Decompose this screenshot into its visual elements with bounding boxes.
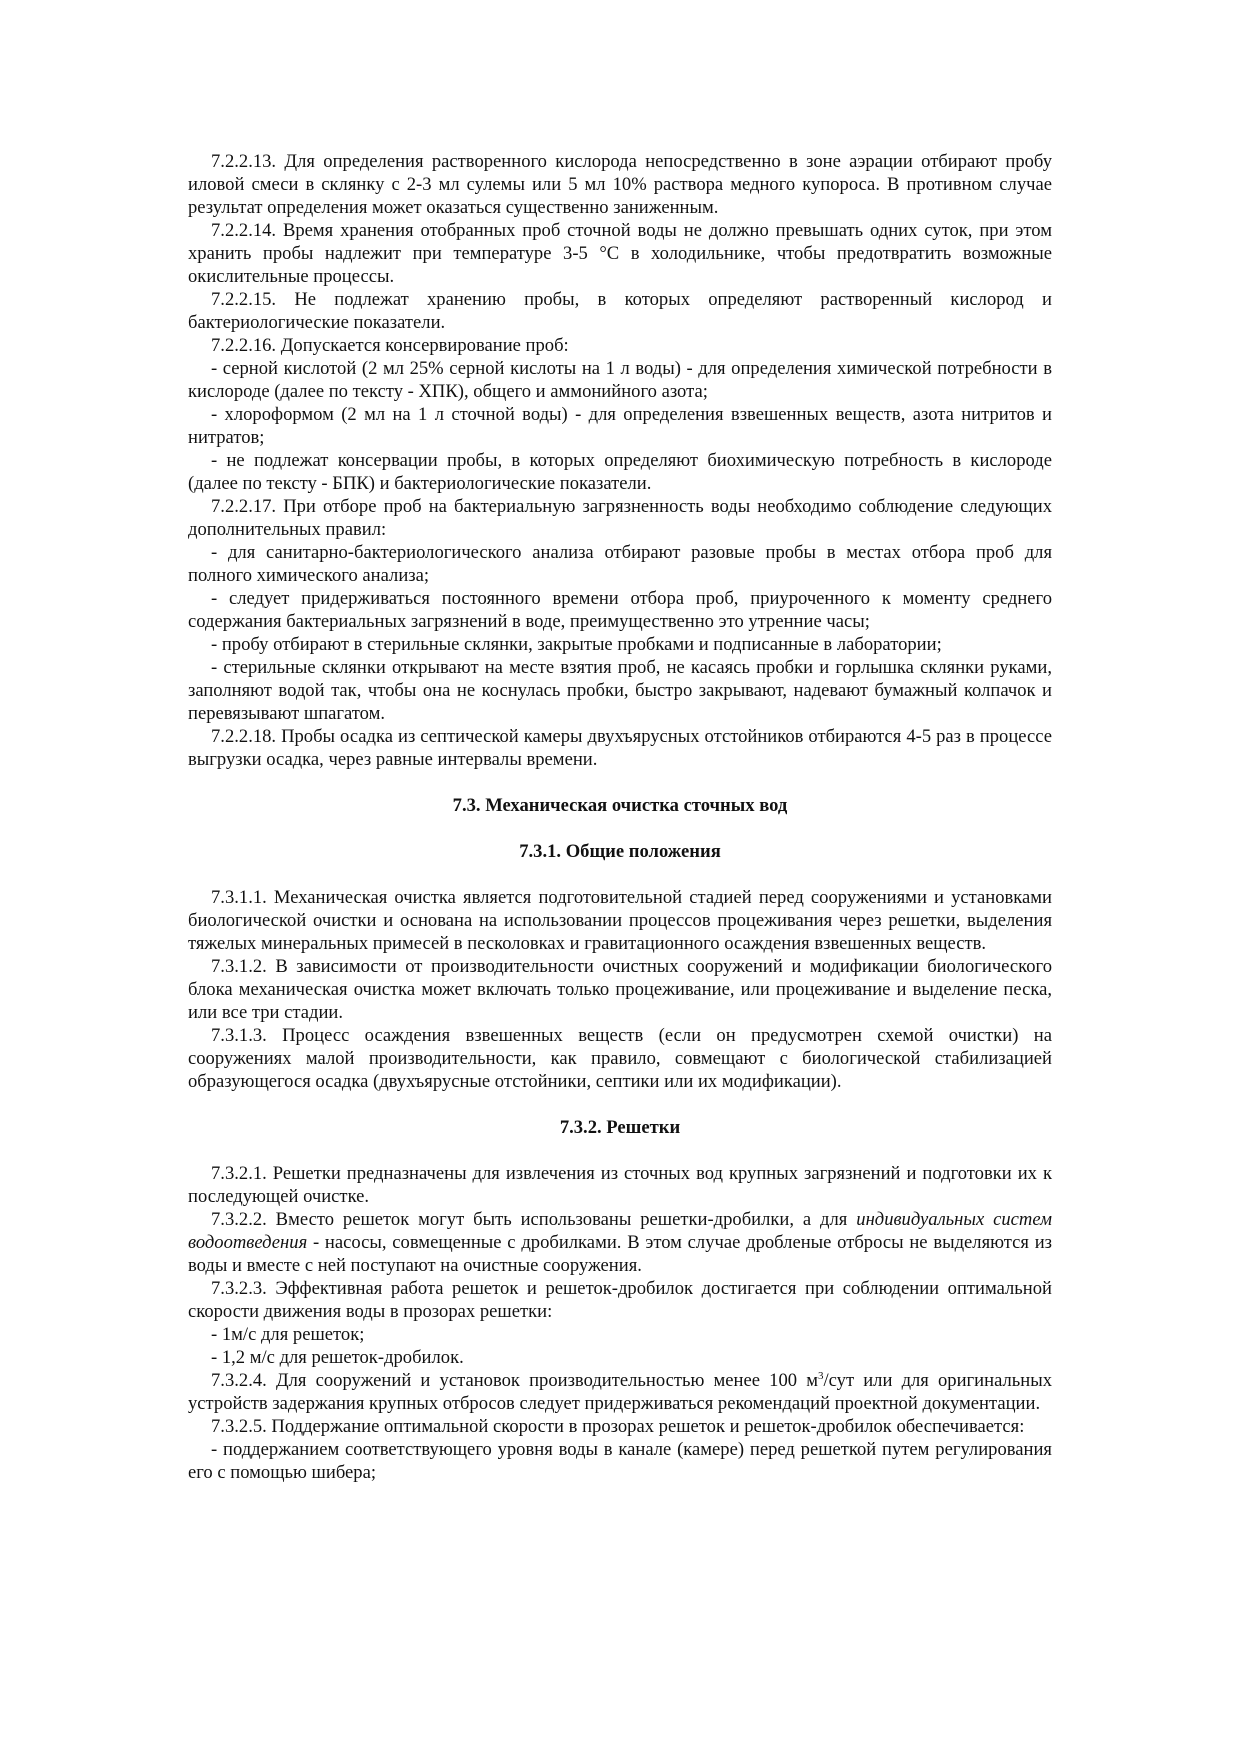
list-item: - 1м/с для решеток;	[211, 1324, 365, 1345]
paragraph-7-3-1-1: 7.3.1.1. Механическая очистка является подготовительной стадией перед сооружениями и установками биологической очистки и основана на использовании процессов процеживания через решетки, выделения тяжелых минеральных примесей в песколовках и гравитационного осаждения взвешенных веществ.	[188, 887, 1052, 954]
paragraph-text: /сут или для оригинальных устройств задержания крупных отбросов следует придерживаться рекомендаций проектной документации.	[188, 1370, 1053, 1414]
section-heading-7-3-2: 7.3.2. Решетки	[559, 1117, 681, 1138]
paragraph-7-3-2-1: 7.3.2.1. Решетки предназначены для извлечения из сточных вод крупных загрязнений и подготовки их к последующей очистке.	[188, 1163, 1052, 1207]
list-item: - следует придерживаться постоянного времени отбора проб, приуроченного к моменту среднего содержания бактериальных загрязнений в воде, преимущественно это утренние часы;	[188, 588, 1052, 632]
paragraph-7-3-1-2: 7.3.1.2. В зависимости от производительности очистных сооружений и модификации биологического блока механическая очистка может включать только процеживание, или процеживание и выделение песка, или все три стадии.	[188, 956, 1052, 1023]
paragraph-7-3-1-3: 7.3.1.3. Процесс осаждения взвешенных веществ (если он предусмотрен схемой очистки) на сооружениях малой производительности, как правило, совмещают с биологической стабилизацией образующегося осадка (двухъярусные отстойники, септики или их модификации).	[188, 1025, 1052, 1092]
paragraph-7-2-2-16: 7.2.2.16. Допускается консервирование проб:	[211, 335, 569, 356]
section-heading-7-3: 7.3. Механическая очистка сточных вод	[452, 795, 788, 816]
list-item: - для санитарно-бактериологического анализа отбирают разовые пробы в местах отбора проб для полного химического анализа;	[188, 542, 1052, 586]
superscript: 3	[817, 1369, 824, 1382]
document-page	[188, 150, 1052, 1484]
paragraph-text: 7.3.2.4. Для сооружений и установок производительностью менее 100 м	[211, 1370, 818, 1391]
paragraph-7-3-2-5: 7.3.2.5. Поддержание оптимальной скорости в прозорах решеток и решеток-дробилок обеспечивается:	[211, 1416, 1025, 1437]
list-item: - поддержанием соответствующего уровня воды в канале (камере) перед решеткой путем регулирования его с помощью шибера;	[188, 1439, 1052, 1483]
paragraph-7-2-2-14: 7.2.2.14. Время хранения отобранных проб сточной воды не должно превышать одних суток, при этом хранить пробы надлежит при температуре 3-5 °С в холодильнике, чтобы предотвратить возможные окислительные процессы.	[188, 220, 1052, 287]
paragraph-7-3-2-4	[188, 1369, 1052, 1415]
list-item: - не подлежат консервации пробы, в которых определяют биохимическую потребность в кислороде (далее по тексту - БПК) и бактериологические показатели.	[188, 450, 1052, 494]
paragraph-7-2-2-15: 7.2.2.15. Не подлежат хранению пробы, в которых определяют растворенный кислород и бактериологические показатели.	[188, 289, 1052, 333]
paragraph-text: - насосы, совмещенные с дробилками. В этом случае дробленые отбросы не выделяются из воды и вместе с ней поступают на очистные сооружения.	[188, 1232, 1052, 1276]
list-item: - хлороформом (2 мл на 1 л сточной воды) - для определения взвешенных веществ, азота нитритов и нитратов;	[188, 404, 1052, 448]
paragraph-7-3-2-3: 7.3.2.3. Эффективная работа решеток и решеток-дробилок достигается при соблюдении оптимальной скорости движения воды в прозорах решетки:	[188, 1278, 1052, 1322]
list-item: - 1,2 м/с для решеток-дробилок.	[211, 1347, 464, 1368]
paragraph-7-2-2-18: 7.2.2.18. Пробы осадка из септической камеры двухъярусных отстойников отбираются 4-5 раз в процессе выгрузки осадка, через равные интервалы времени.	[188, 726, 1052, 770]
list-item: - пробу отбирают в стерильные склянки, закрытые пробками и подписанные в лаборатории;	[211, 634, 942, 655]
paragraph-7-2-2-13: 7.2.2.13. Для определения растворенного кислорода непосредственно в зоне аэрации отбирают пробу иловой смеси в склянку с 2-3 мл сулемы или 5 мл 10% раствора медного купороса. В противном случае результат определения может оказаться существенно заниженным.	[188, 151, 1052, 218]
list-item: - стерильные склянки открывают на месте взятия проб, не касаясь пробки и горлышка склянки руками, заполняют водой так, чтобы она не коснулась пробки, быстро закрывают, надевают бумажный колпачок и перевязывают шпагатом.	[188, 657, 1052, 724]
paragraph-text: 7.3.2.2. Вместо решеток могут быть использованы решетки-дробилки, а для	[211, 1209, 857, 1230]
section-heading-7-3-1: 7.3.1. Общие положения	[519, 841, 721, 862]
list-item: - серной кислотой (2 мл 25% серной кислоты на 1 л воды) - для определения химической потребности в кислороде (далее по тексту - ХПК), общего и аммонийного азота;	[188, 358, 1052, 402]
paragraph-7-2-2-17: 7.2.2.17. При отборе проб на бактериальную загрязненность воды необходимо соблюдение следующих дополнительных правил:	[188, 496, 1052, 540]
paragraph-7-3-2-2	[188, 1208, 1052, 1277]
italic-term: индивидуальных систем водоотведения	[188, 1209, 1052, 1253]
